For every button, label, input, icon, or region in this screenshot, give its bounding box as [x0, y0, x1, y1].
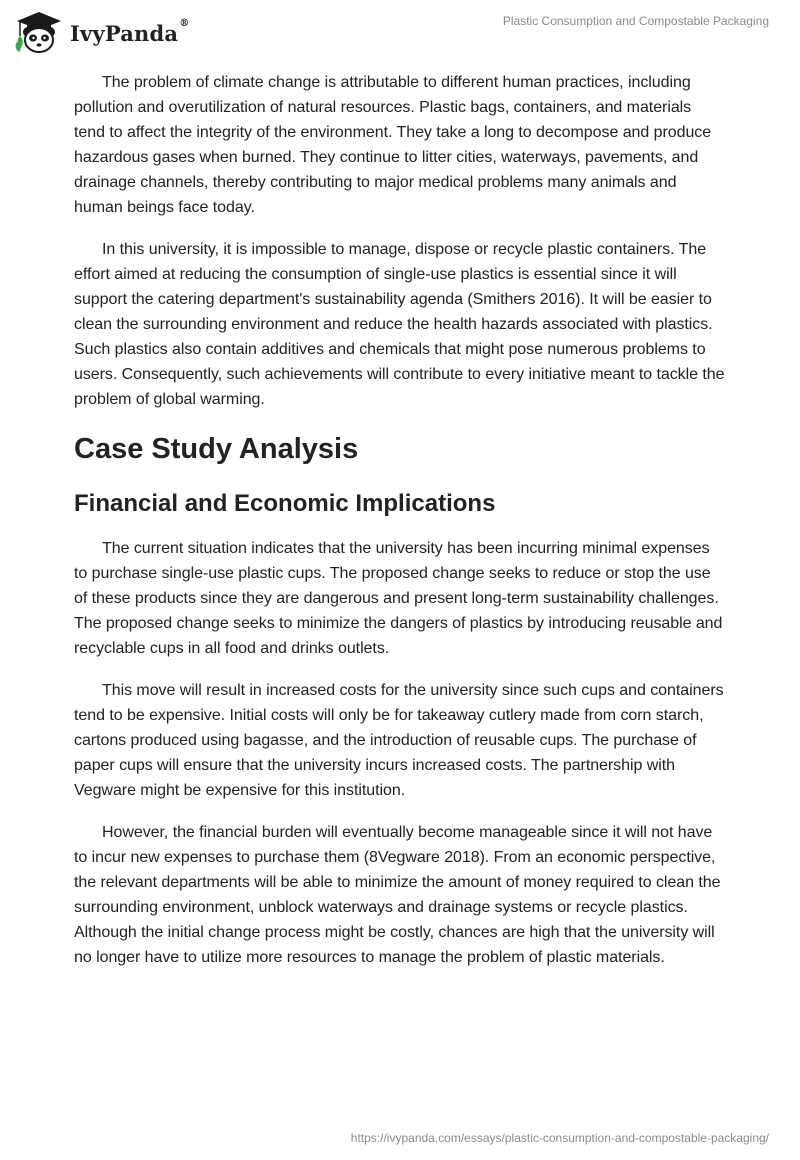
paragraph-intro-2: In this university, it is impossible to manage, dispose or recycle plastic containers. The effort aimed at reducing the consumption of single-use plastics is essential since it will support the catering department's sustainability agenda (Smithers 2016). It will be easier to clean the surrounding environment and reduce the health hazards associated with plastics. Such plastics also contain additives and chemicals that might pose numerous problems to users. Consequently, such achievements will contribute to every initiative meant to tackle the problem of global warming. — [74, 241, 725, 408]
registered-mark: ® — [179, 17, 190, 29]
essay-content — [74, 70, 726, 987]
source-url[interactable]: https://ivypanda.com/essays/plastic-consumption-and-compostable-packaging/ — [350, 1131, 769, 1145]
document-title: Plastic Consumption and Compostable Packaging — [502, 14, 769, 28]
ivypanda-logo[interactable] — [14, 10, 189, 56]
paragraph-intro-1: The problem of climate change is attributable to different human practices, including pollution and overutilization of natural resources. Plastic bags, containers, and materials tend to affect the integrity of the environment. They take a long to decompose and produce hazardous gases when burned. They continue to litter cities, waterways, pavements, and drainage channels, thereby contributing to major medical problems many animals and human beings face today. — [74, 74, 712, 216]
subsection-heading-financial: Financial and Economic Implications — [74, 490, 496, 517]
paragraph-financial-2: This move will result in increased costs for the university since such cups and containers tend to be expensive. Initial costs will only be for takeaway cutlery made from corn starch, cartons produced using bagasse, and the introduction of reusable cups. The purchase of paper cups will ensure that the university incurs increased costs. The partnership with Vegware might be expensive for this institution. — [74, 682, 724, 799]
section-heading-case-study: Case Study Analysis — [74, 433, 359, 465]
paragraph-financial-1: The current situation indicates that the university has been incurring minimal expenses to purchase single-use plastic cups. The proposed change seeks to reduce or stop the use of these products since they are dangerous and present long-term sustainability challenges. The proposed change seeks to minimize the dangers of plastics by introducing reusable and recyclable cups in all food and drinks outlets. — [74, 540, 723, 657]
paragraph-financial-3: However, the financial burden will eventually become manageable since it will not have to incur new expenses to purchase them (8Vegware 2018). From an economic perspective, the relevant departments will be able to minimize the amount of money required to clean the surrounding environment, unblock waterways and drainage systems or recycle plastics. Although the initial change process might be costly, chances are high that the university will no longer have to utilize more resources to manage the problem of plastic materials. — [74, 824, 721, 966]
brand-name: IvyPanda® — [70, 17, 190, 46]
panda-graduate-icon — [14, 10, 64, 56]
page-header — [0, 0, 800, 70]
